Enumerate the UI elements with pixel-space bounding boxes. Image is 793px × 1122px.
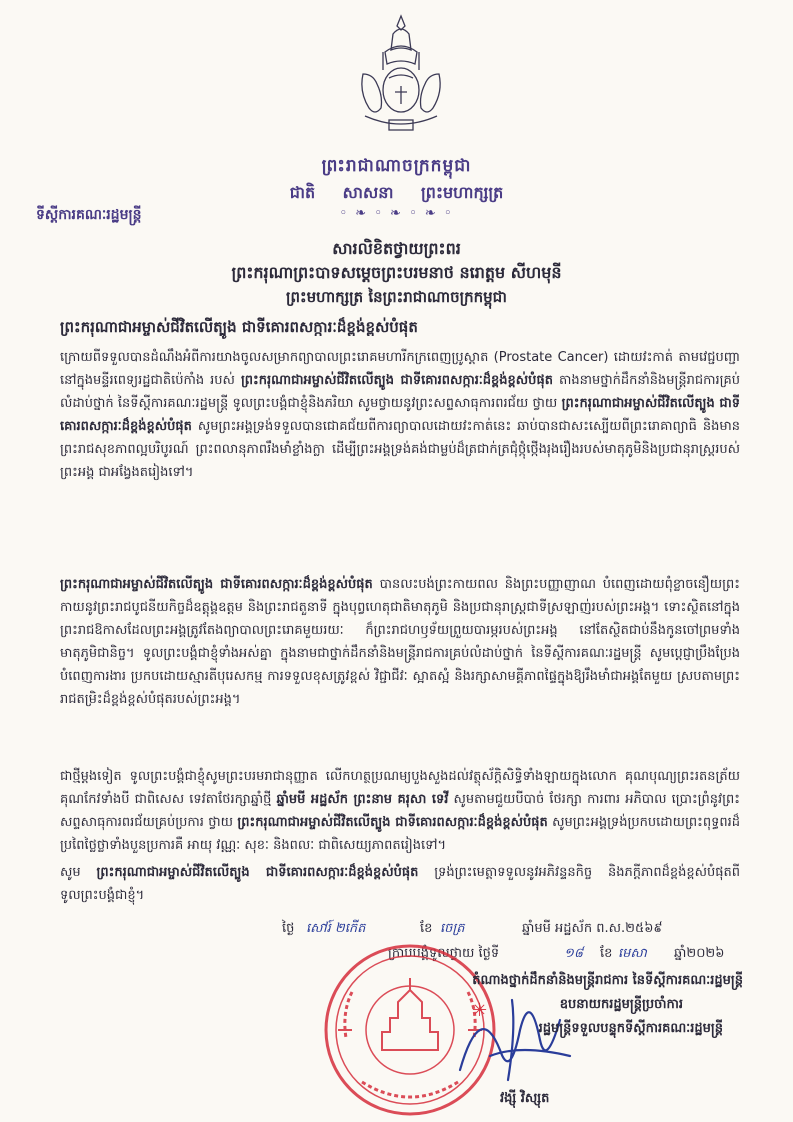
- salutation: ព្រះករុណាជាអម្ចាស់ជីវិតលើត្បូង ជាទីគោរពសក្ការៈដ៏ខ្ពង់ខ្ពស់បំផុត: [60, 318, 418, 336]
- issuing-office: ទីស្តីការគណៈរដ្ឋមន្ត្រី: [36, 207, 142, 223]
- decorative-divider: ◦ ❧ ◦ ❧ ◦ ❧ ◦: [339, 206, 454, 221]
- signature-title-line-3: រដ្ឋមន្ត្រីទទួលបន្ទុកទីស្តីការគណៈរដ្ឋមន្ត្រី: [538, 1021, 723, 1036]
- body-paragraph-1: ក្រោយពីទទួលបានដំណឹងអំពីការយាងចូលសម្រាកព្យាបាលព្រះរោគមហារីកក្រពេញប្រូស្តាត (Prostate Cancer) ដោយវះកាត់ តាមវេជ្ជបញ្ជា នៅក្នុងមន្ទីរពេទ្យរដ្ឋជាតិប៉េកាំង របស់ ព្រះករុណាជាអម្ចាស់ជីវិតលើត្បូង ជាទីគោរពសក្ការៈដ៏ខ្ពង់ខ្ពស់បំផុត តាងនាមថ្នាក់ដឹកនាំនិងមន្ត្រីរាជការគ្រប់លំដាប់ថ្នាក់ នៃទីស្តីការគណៈរដ្ឋមន្ត្រី ទូលព្រះបង្គំជាខ្ញុំនិងភរិយា សូមថ្វាយនូវព្រះសព្ទសាធុការពរជ័យ ថ្វាយ ព្រះករុណាជាអម្ចាស់ជីវិតលើត្បូង ជាទីគោរពសក្ការៈដ៏ខ្ពង់ខ្ពស់បំផុត សូមព្រះអង្គទ្រង់ទទួលបានជោគជ័យពីការព្យាបាលដោយវះកាត់នេះ ឆាប់បានជាសះស្បើយពីព្រះរោគាព្យាធិ និងមានព្រះរាជសុខភាពល្អបរិបូរណ៍ ព្រះពលានុភាពរឹងមាំខ្លាំងក្លា ដើម្បីព្រះអង្គទ្រង់គង់ជាម្លប់ដ៏ត្រជាក់ត្រជុំថ្កុំថ្កើងរុងរឿងរបស់មាតុភូមិនិងប្រជានុរាស្ត្ររបស់ព្រះអង្គ ជាអង្វែងតរៀងទៅ។: [60, 350, 741, 480]
- kingdom-title: ព្រះរាជាណាចក្រកម្ពុជា: [321, 156, 472, 176]
- svg-text:✳: ✳: [472, 1000, 488, 1021]
- letter-recipient-title: ព្រះមហាក្សត្រ នៃព្រះរាជាណាចក្រកម្ពុជា: [286, 288, 507, 306]
- body-paragraph-3: ជាថ្មីម្តងទៀត ទូលព្រះបង្គំជាខ្ញុំសូមព្រះបរមរាជានុញ្ញាត លើកហត្ថប្រណម្យបួងសួងដល់វត្ថុស័ក្តិសិទ្ធិទាំងឡាយក្នុងលោក គុណបុណ្យព្រះរតនត្រ័យ គុណកែវទាំងបី ជាពិសេស ទេវតាថែរក្សាឆ្នាំថ្មី ឆ្នាំមមី អដ្ឋស័ក ព្រះនាម គរុសា ទេវី សូមតាមជួយបីបាច់ ថែរក្សា ការពារ អភិបាល ប្រោះព្រំនូវព្រះសព្ទសាធុការពរជ័យគ្រប់ប្រការ ថ្វាយ ព្រះករុណាជាអម្ចាស់ជីវិតលើត្បូង ជាទីគោរពសក្ការៈដ៏ខ្ពង់ខ្ពស់បំផុត សូមព្រះអង្គទ្រង់ប្រកបដោយព្រះពុទ្ធពរដ៏ប្រពៃថ្លៃថ្លាទាំងបួនប្រការគឺ អាយុ វណ្ណៈ សុខៈ និងពលៈ ជាពិសេយ្យភាពតរៀងទៅ។: [60, 769, 740, 853]
- signature-title-line-2: ឧបនាយករដ្ឋមន្ត្រីប្រចាំការ: [559, 997, 683, 1012]
- letter-title: សារលិខិតថ្វាយព្រះពរ: [332, 239, 461, 258]
- national-motto: ជាតិ សាសនា ព្រះមហាក្សត្រ: [289, 183, 504, 202]
- signature-title-line-1: តំណាងថ្នាក់ដឹកនាំនិងមន្ត្រីរាជការ នៃទីស្តីការគណៈរដ្ឋមន្ត្រី: [472, 973, 743, 988]
- body-paragraph-4: សូម ព្រះករុណាជាអម្ចាស់ជីវិតលើត្បូង ជាទីគោរពសក្ការៈដ៏ខ្ពង់ខ្ពស់បំផុត ទ្រង់ព្រះមេត្តាទទួលនូវអភិវន្ទនកិច្ច និងភក្តីភាពដ៏ខ្ពង់ខ្ពស់បំផុតពីទូលព្រះបង្គំជាខ្ញុំ។: [60, 865, 740, 903]
- body-paragraph-2: ព្រះករុណាជាអម្ចាស់ជីវិតលើត្បូង ជាទីគោរពសក្ការៈដ៏ខ្ពង់ខ្ពស់បំផុត បានលះបង់ព្រះកាយពល និងព្រះបញ្ញាញាណ បំពេញដោយពុំខ្លាចនឿយព្រះកាយនូវព្រះរាជបូជនីយកិច្ចដ៏ឧត្តុង្គឧត្តម និងព្រះរាជតួនាទី ក្នុងបុព្វហេតុជាតិមាតុភូមិ និងប្រជានុរាស្ត្រជាទីស្រឡាញ់របស់ព្រះអង្គ។ ទោះស្ថិតនៅក្នុងព្រះរាជឱកាសដែលព្រះអង្គត្រូវតែងព្យាបាលព្រះរោគមួយរយៈ ក៏ព្រះរាជហឫទ័យព្រួយបារម្ភរបស់ព្រះអង្គ នៅតែស្ថិតជាប់នឹងកូនចៅព្រមទាំងមាតុភូមិជានិច្ច។ ទូលព្រះបង្គំជាខ្ញុំទាំងអស់គ្នា ក្នុងនាមជាថ្នាក់ដឹកនាំនិងមន្ត្រីរាជការគ្រប់លំដាប់ថ្នាក់ នៃទីស្តីការគណៈរដ្ឋមន្ត្រី សូមប្តេជ្ញាប្រឹងប្រែងបំពេញការងារ ប្រកបដោយស្មារតីបុរេសកម្ម ការទទួលខុសត្រូវខ្ពស់ វិជ្ជាជីវៈ ស្អាតស្អំ និងរក្សាសាមគ្គីភាពផ្ទៃក្នុងឱ្យរឹងមាំជាអង្គតែមួយ ស្របតាមព្រះរាជតម្រិះដ៏ខ្ពង់ខ្ពស់បំផុតរបស់ព្រះអង្គ។: [60, 577, 740, 707]
- signatory-name: វង្ស៊ី វិស្សុត: [500, 1091, 550, 1106]
- royal-crest-emblem: [355, 12, 447, 142]
- letter-recipient: ព្រះករុណាព្រះបាទសម្តេចព្រះបរមនាថ នរោត្តម សីហមុនី: [231, 263, 562, 282]
